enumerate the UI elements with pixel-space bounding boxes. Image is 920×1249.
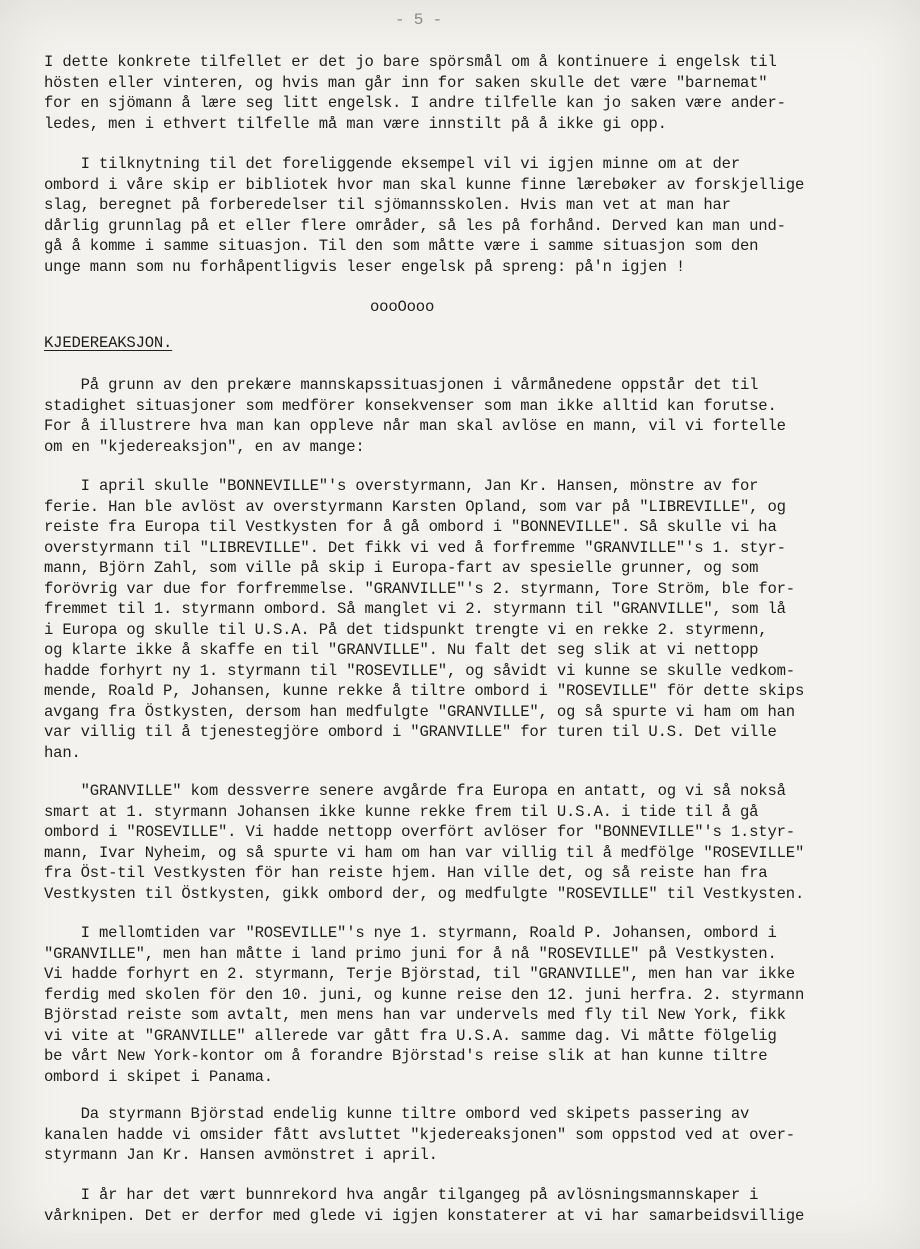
text-line: I april skulle "BONNEVILLE"'s overstyrmann, Jan Kr. Hansen, mönstre av for bbox=[44, 477, 759, 495]
text-line: På grunn av den prekære mannskapssituasjonen i vårmånedene oppstår det til bbox=[44, 376, 759, 394]
text-line: ombord i våre skip er bibliotek hvor man skal kunne finne lærebøker av forskjellige bbox=[44, 175, 805, 194]
text-line: ombord i "ROSEVILLE". Vi hadde nettopp overfört avlöser for "BONNEVILLE"'s 1.styr- bbox=[44, 823, 795, 841]
text-line: stadighet situasjoner som medförer konsekvenser som man ikke alltid kan forutse. bbox=[44, 396, 777, 415]
text-line: avgang fra Östkysten, dersom han medfulgte "GRANVILLE", og så spurte vi ham om han bbox=[44, 702, 795, 721]
text-line: overstyrmann til "LIBREVILLE". Det fikk vi ved å forfremme "GRANVILLE"'s 1. styr- bbox=[44, 538, 786, 557]
text-line: om en "kjedereaksjon", en av mange: bbox=[44, 437, 365, 456]
text-line: I tilknytning til det foreliggende eksempel vil vi igjen minne om at der bbox=[44, 155, 740, 173]
text-line: mann, Björn Zahl, som ville på skip i Europa-fart av spesielle grunner, og som bbox=[44, 559, 759, 577]
text-line: vårknipen. Det er derfor med glede vi igjen konstaterer at vi har samarbeidsvillige bbox=[44, 1206, 805, 1225]
text-line: Vestkysten til Östkysten, gikk ombord der, og medfulgte "ROSEVILLE" til Vestkysten. bbox=[44, 884, 805, 903]
paragraph-situation bbox=[44, 375, 886, 457]
text-line: mende, Roald P, Johansen, kunne rekke å tiltre ombord i "ROSEVILLE" för dette skips bbox=[44, 682, 805, 700]
text-line: fremmet til 1. styrmann ombord. Så manglet vi 2. styrmann til "GRANVILLE", som lå bbox=[44, 600, 786, 618]
text-line: ombord i skipet i Panama. bbox=[44, 1067, 273, 1086]
text-line: vi vite at "GRANVILLE" allerede var gått fra U.S.A. samme dag. Vi måtte fölgelig bbox=[44, 1026, 777, 1045]
text-line: Da styrmann Björstad endelig kunne tiltre ombord ved skipets passering av bbox=[44, 1105, 750, 1123]
text-line: Björstad reiste som avtalt, men mens han var undervels med fly til New York, fikk bbox=[44, 1006, 786, 1024]
text-line: gå å komme i samme situasjon. Til den som måtte være i samme situasjon som den bbox=[44, 237, 759, 255]
text-line: for en sjömann å lære seg litt engelsk. I andre tilfelle kan jo saken være ander- bbox=[44, 94, 786, 112]
text-line: For å illustrere hva man kan oppleve når man skal avlöse en mann, vil vi fortelle bbox=[44, 417, 786, 435]
text-line: og klarte ikke å skaffe en til "GRANVILLE". Nu falt det seg slik at vi nettopp bbox=[44, 641, 759, 659]
text-line: ferdig med skolen för den 10. juni, og kunne reise den 12. juni herfra. 2. styrmann bbox=[44, 985, 805, 1004]
text-line: kanalen hadde vi omsider fått avsluttet "kjedereaksjonen" som oppstod ved at over- bbox=[44, 1125, 795, 1144]
paragraph-april bbox=[44, 476, 886, 763]
text-line: I dette konkrete tilfellet er det jo bare spörsmål om å kontinuere i engelsk til bbox=[44, 53, 777, 71]
text-line: smart at 1. styrmann Johansen ikke kunne rekke frem til U.S.A. i tide til å gå bbox=[44, 802, 759, 821]
text-line: forövrig var due for forfremmelse. "GRANVILLE"'s 2. styrmann, Tore Ström, ble for- bbox=[44, 579, 795, 598]
text-line: var villig til å tjenestegjöre ombord i "GRANVILLE" for turen til U.S. Det ville bbox=[44, 723, 777, 741]
text-line: unge mann som nu forhåpentligvis leser engelsk på spreng: på'n igjen ! bbox=[44, 257, 686, 276]
paragraph-meanwhile bbox=[44, 923, 886, 1087]
paragraph-record bbox=[44, 1185, 886, 1226]
paragraph-conclusion bbox=[44, 1104, 886, 1166]
text-line: reiste fra Europa til Vestkysten for å gå ombord i "BONNEVILLE". Så skulle vi ha bbox=[44, 518, 777, 536]
paragraph-library bbox=[44, 154, 886, 277]
section-heading: KJEDEREAKSJON. bbox=[44, 334, 173, 352]
page-number: - 5 - bbox=[395, 11, 443, 29]
text-line: han. bbox=[44, 743, 81, 762]
text-line: mann, Ivar Nyheim, og så spurte vi ham om han var villig til å medfölge "ROSEVILLE" bbox=[44, 843, 805, 862]
text-line: styrmann Jan Kr. Hansen avmönstret i april. bbox=[44, 1146, 438, 1164]
text-line: i Europa og skulle til U.S.A. På det tidspunkt trengte vi en rekke 2. styrmenn, bbox=[44, 620, 768, 639]
text-line: Vi hadde forhyrt en 2. styrmann, Terje Björstad, til "GRANVILLE", men han var ikke bbox=[44, 965, 795, 983]
text-line: I år har det vært bunnrekord hva angår tilgangeg på avlösningsmannskaper i bbox=[44, 1186, 759, 1204]
text-line: ferie. Han ble avlöst av overstyrmann Karsten Opland, som var på "LIBREVILLE", og bbox=[44, 497, 786, 516]
text-line: hadde forhyrt ny 1. styrmann til "ROSEVILLE", og såvidt vi kunne se skulle vedkom- bbox=[44, 661, 795, 680]
text-line: "GRANVILLE", men han måtte i land primo juni for å nå "ROSEVILLE" på Vestkysten. bbox=[44, 944, 777, 963]
paragraph-intro bbox=[44, 52, 886, 134]
section-separator: oooOooo bbox=[370, 298, 435, 316]
paragraph-granville bbox=[44, 781, 886, 904]
text-line: "GRANVILLE" kom dessverre senere avgårde fra Europa en antatt, og vi så nokså bbox=[44, 782, 786, 800]
text-line: I mellomtiden var "ROSEVILLE"'s nye 1. styrmann, Roald P. Johansen, ombord i bbox=[44, 924, 777, 942]
text-line: hösten eller vinteren, og hvis man går inn for saken skulle det være "barnemat" bbox=[44, 73, 768, 92]
text-line: slag, beregnet på forberedelser til sjömannsskolen. Hvis man vet at man har bbox=[44, 196, 731, 214]
text-line: dårlig grunnlag på et eller flere områder, så les på forhånd. Derved kan man und- bbox=[44, 216, 786, 235]
text-line: fra Öst-til Vestkysten för han reiste hjem. Han ville det, og så reiste han fra bbox=[44, 864, 768, 882]
text-line: ledes, men i ethvert tilfelle må man være innstilt på å ikke gi opp. bbox=[44, 114, 667, 133]
text-line: be vårt New York-kontor om å forandre Björstad's reise slik at han kunne tiltre bbox=[44, 1047, 768, 1065]
